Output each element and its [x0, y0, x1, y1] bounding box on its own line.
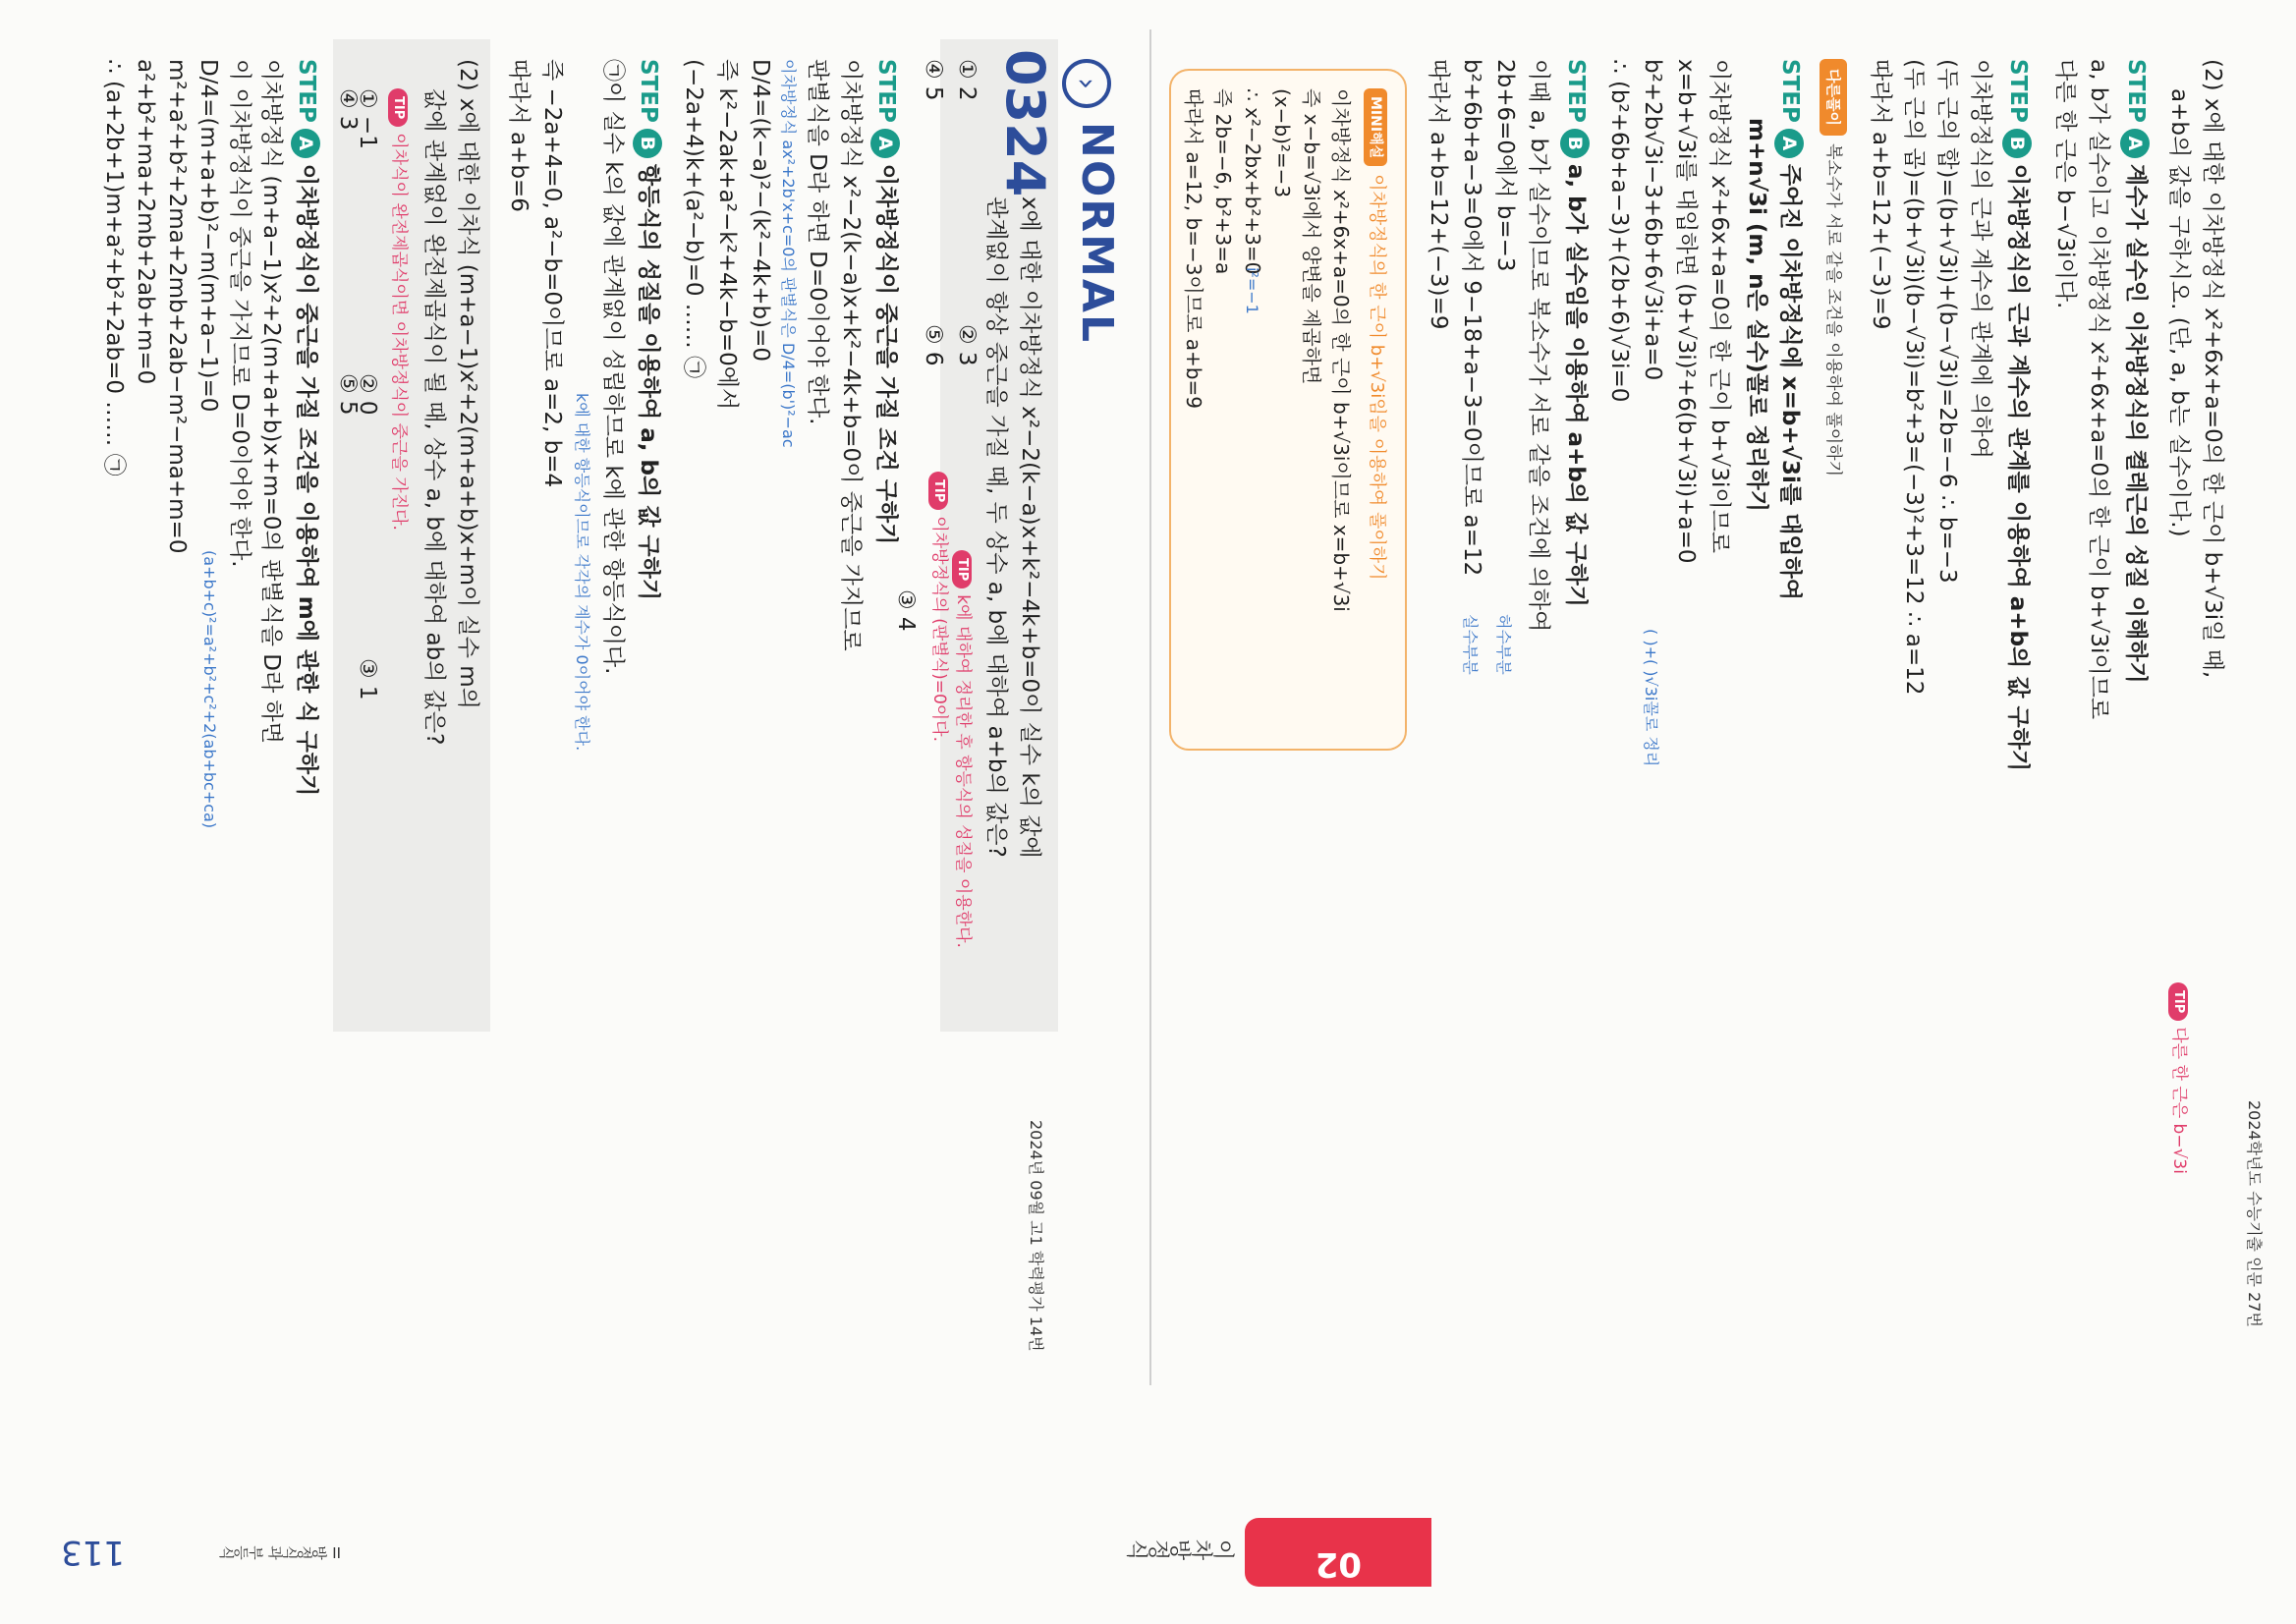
chapter-title: 이차방정식	[1127, 1536, 1235, 1560]
s2-a-line-3: D/4=(m+a+b)²−m(m+a−1)=0	[196, 59, 221, 413]
q0324-tip-1: TIPk에 대하여 정리한 후 항등식의 성질을 이용한다.	[953, 550, 979, 948]
normal-banner	[1063, 59, 1123, 344]
note-imag: 허수부분	[1494, 614, 1513, 675]
step-a-line-2: 다른 한 근은 b−√3i이다.	[2052, 59, 2078, 309]
chapter-number: 02	[1315, 1544, 1362, 1584]
step-b-line-3: (두 근의 곱)=(b+√3i)(b−√3i)=b²+3=(−3)²+3=12 ∴ a=12	[1901, 59, 1927, 696]
alt-step-a-title: 주어진 이차방정식에 x=b+√3i를 대입하여	[1777, 163, 1803, 600]
tip-text: 다른 한 근은 b−√3i	[2169, 1027, 2189, 1174]
chevron-right-icon: ›	[1063, 59, 1112, 108]
step-b-line-1: 이차방정식의 근과 계수의 관계에 의하여	[1968, 59, 1993, 459]
alt-step-b-title: a, b가 실수임을 이용하여 a+b의 값 구하기	[1563, 163, 1589, 607]
s2-a-line-6: ∴ (a+2b+1)m+a²+b²+2ab=0 …… ㉠	[101, 59, 127, 476]
q2-line-2: 값에 관계없이 완전제곱식이 될 때, 상수 a, b에 대하여 ab의 값은?	[421, 88, 447, 746]
step-b-title: 이차방정식의 근과 계수의 관계를 이용하여 a+b의 값 구하기	[2005, 163, 2031, 772]
step-b-line-2: (두 근의 합)=(b+√3i)+(b−√3i)=2b=−6 ∴ b=−3	[1934, 59, 1960, 584]
q0324-line-2: 관계없이 항상 중근을 가질 때, 두 상수 a, b에 대하여 a+b의 값은?	[983, 196, 1009, 858]
mini-line-5: 즉 2b=−6, b²+3=a	[1211, 88, 1235, 275]
mini-line-6: 따라서 a=12, b=−3이므로 a+b=9	[1182, 88, 1205, 409]
alt-step-a-line-4: ∴ (b²+6b+a−3)+(2b+6)√3i=0	[1606, 59, 1632, 403]
step-label: STEP	[2005, 59, 2031, 123]
alt-step-a-line-2: x=b+√3i를 대입하면 (b+√3i)²+6(b+√3i)+a=0	[1673, 59, 1699, 564]
s0324-a-line-1: 이차방정식 x²−2(k−a)x+k²−4k+b=0이 중근을 가지므로	[838, 59, 864, 651]
alt-step-a-note: ( )+( )√3i꼴로 정리	[1642, 629, 1660, 767]
s2-a-line-5: a²+b²+ma+2mb+2ab+m=0	[133, 59, 158, 385]
alt-heading	[1820, 59, 1848, 476]
question-number: 0324	[994, 49, 1056, 197]
step-a-line-1: a, b가 실수이고 이차방정식 x²+6x+a=0의 한 근이 b+√3i이므로	[2086, 59, 2111, 720]
choice-4[interactable]: ④ 5	[921, 59, 946, 101]
s0324-b-line-3: 따라서 a+b=6	[506, 59, 532, 212]
footer-section: II 방정식과 부등식	[219, 1543, 341, 1561]
q2-choice-3[interactable]: ③ 1	[355, 658, 380, 700]
note-real: 실수부분	[1461, 614, 1480, 675]
step-b-badge: B	[2003, 129, 2033, 158]
alt-step-a-heading: STEPA주어진 이차방정식에 x=b+√3i를 대입하여	[1775, 59, 1806, 600]
s2-step-a-title: 이차방정식이 중근을 가질 조건을 이용하여 m에 관한 식 구하기	[294, 163, 319, 797]
mini-title: 이차방정식의 한 근이 b+√3i임을 이용하여 풀이하기	[1367, 174, 1387, 581]
s0324-b-line-1: ㉠이 실수 k의 값에 관계없이 성립하므로 k에 관한 항등식이다.	[600, 59, 626, 675]
q2-choice-5[interactable]: ⑤ 5	[335, 373, 361, 416]
source-tag: 2024학년도 수능기출 인문 27번	[2245, 1100, 2264, 1327]
tip-badge: TIP	[2169, 982, 2189, 1021]
s2-step-a-heading: STEPA이차방정식이 중근을 가질 조건을 이용하여 m에 관한 식 구하기	[292, 59, 322, 796]
mini-solution-box	[1169, 69, 1407, 751]
mini-line-2: 즉 x−b=√3i에서 양변을 제곱하면	[1300, 88, 1323, 385]
mini-badge: MINI해설	[1364, 88, 1387, 166]
s2-a-line-4: m²+a²+b²+2ma+2mb+2ab−m²−ma+m=0	[164, 59, 190, 554]
s2-a-line-2: 이 이차방정식이 중근을 가지므로 D=0이어야 한다.	[227, 59, 252, 568]
alt-step-b-line-3: b²+6b+a−3=0에서 9−18+a−3=0이므로 a=12	[1459, 59, 1484, 577]
alt-step-b-line-2: 2b+6=0에서 b=−3	[1492, 59, 1518, 272]
choice-1[interactable]: ① 2	[954, 59, 980, 101]
s2-a-note: (a+b+c)²=a²+b²+c²+2(ab+bc+ca)	[200, 550, 219, 829]
banner-text: NORMAL	[1072, 122, 1122, 344]
step-a-badge: A	[2121, 129, 2151, 158]
chapter-tab	[1245, 1518, 1431, 1587]
mini-line-3: (x−b)²=−3	[1270, 88, 1294, 198]
step-b-heading	[2003, 59, 2034, 771]
step-a-heading	[2121, 59, 2152, 684]
choice-5[interactable]: ⑤ 6	[921, 324, 946, 366]
q0324-source: 2024년 09월 고1 학력평가 14번	[1027, 1120, 1045, 1352]
alt-step-b-line-4: 따라서 a+b=12+(−3)=9	[1426, 59, 1451, 330]
s0324-a-note: 이차방정식 ax²+2b'x+c=0의 판별식은 D/4=(b')²−ac	[779, 59, 798, 448]
mini-line-4: ∴ x²−2bx+b²+3=0	[1241, 88, 1264, 275]
q2-choice-2[interactable]: ② 0	[355, 373, 380, 416]
q2-choice-4[interactable]: ④ 3	[335, 88, 361, 131]
problem-line-1: (2) x에 대한 이차방정식 x²+6x+a=0의 한 근이 b+√3i일 때,	[2200, 59, 2225, 679]
s0324-step-a-heading: STEPA이차방정식이 중근을 가질 조건 구하기	[871, 59, 902, 544]
s2-a-line-1: 이차방정식 (m+a−1)x²+2(m+a+b)x+m=0의 판별식을 D라 하면	[258, 59, 284, 744]
alt-step-a-line-3: b²+2b√3i−3+6b+6√3i+a=0	[1640, 59, 1665, 381]
step-b-line-4: 따라서 a+b=12+(−3)=9	[1868, 59, 1893, 330]
choice-2[interactable]: ② 3	[954, 324, 980, 366]
mini-line-1: 이차방정식 x²+6x+a=0의 한 근이 b+√3i이므로 x=b+√3i	[1329, 88, 1353, 612]
alt-step-a-line-1: 이차방정식 x²+6x+a=0의 한 근이 b+√3i이므로	[1707, 59, 1732, 554]
alt-step-a-title-2: m+n√3i (m, n은 실수)꼴로 정리하기	[1744, 118, 1769, 512]
q0324-tip-1-text: k에 대하여 정리한 후 항등식의 성질을 이용한다.	[953, 594, 973, 948]
problem-line-2: a+b의 값을 구하시오. (단, a, b는 실수이다.)	[2166, 88, 2192, 537]
problem-tip	[2169, 982, 2195, 1174]
s0324-step-b-heading: STEPB항등식의 성질을 이용하여 a, b의 값 구하기	[634, 59, 664, 600]
q0324-line-1: x에 대한 이차방정식 x²−2(k−a)x+k²−4k+b=0이 실수 k의 값에	[1017, 196, 1042, 859]
s0324-step-b-title: 항등식의 성질을 이용하여 a, b의 값 구하기	[636, 163, 661, 601]
s0324-a-line-5: (−2a+4)k+(a²−b)=0 …… ㉠	[681, 59, 706, 379]
page-divider	[1149, 29, 1151, 1385]
page-number: 113	[61, 1533, 125, 1572]
q2-line-1: (2) x에 대한 이차식 (m+a−1)x²+2(m+a+b)x+m이 실수 m의	[455, 59, 480, 709]
alt-badge: 다른풀이	[1820, 59, 1847, 136]
step-a-title: 계수가 실수인 이차방정식의 켤레근의 성질 이해하기	[2123, 163, 2149, 684]
alt-step-b-line-1: 이때 a, b가 실수이므로 복소수가 서로 같을 조건에 의하여	[1526, 59, 1551, 633]
q0324-tip-2-text: 이차방정식의 (판별식)=0이다.	[929, 516, 949, 743]
choice-3[interactable]: ③ 4	[893, 589, 919, 632]
q0324-tip-2: TIP이차방정식의 (판별식)=0이다.	[929, 472, 955, 742]
q2-choice-1[interactable]: ① −1	[355, 88, 380, 149]
s0324-a-line-3: D/4=(k−a)²−(k²−4k+b)=0	[748, 59, 773, 362]
s0324-a-line-2: 판별식을 D라 하면 D=0이어야 한다.	[805, 59, 830, 425]
s0324-step-a-title: 이차방정식이 중근을 가질 조건 구하기	[873, 163, 899, 545]
alt-step-b-heading: STEPBa, b가 실수임을 이용하여 a+b의 값 구하기	[1561, 59, 1592, 607]
s0324-a-line-4: 즉 k²−2ak+a²−k²+4k−b=0에서	[714, 59, 740, 411]
s0324-b-note: k에 대한 항등식이므로 각각의 계수가 0이어야 한다.	[573, 393, 591, 752]
q2-tip-text: 이차식이 완전제곱식이면 이차방정식이 중근을 가진다.	[389, 133, 409, 531]
q2-tip: TIP이차식이 완전제곱식이면 이차방정식이 중근을 가진다.	[389, 88, 415, 531]
s0324-b-line-2: 즉 −2a+4=0, a²−b=0이므로 a=2, b=4	[539, 59, 565, 488]
mini-note: i²=−1	[1243, 267, 1261, 314]
alt-title: 복소수가 서로 같을 조건을 이용하여 풀이하기	[1823, 142, 1843, 477]
mini-heading	[1364, 88, 1391, 581]
step-label: STEP	[2123, 59, 2149, 123]
